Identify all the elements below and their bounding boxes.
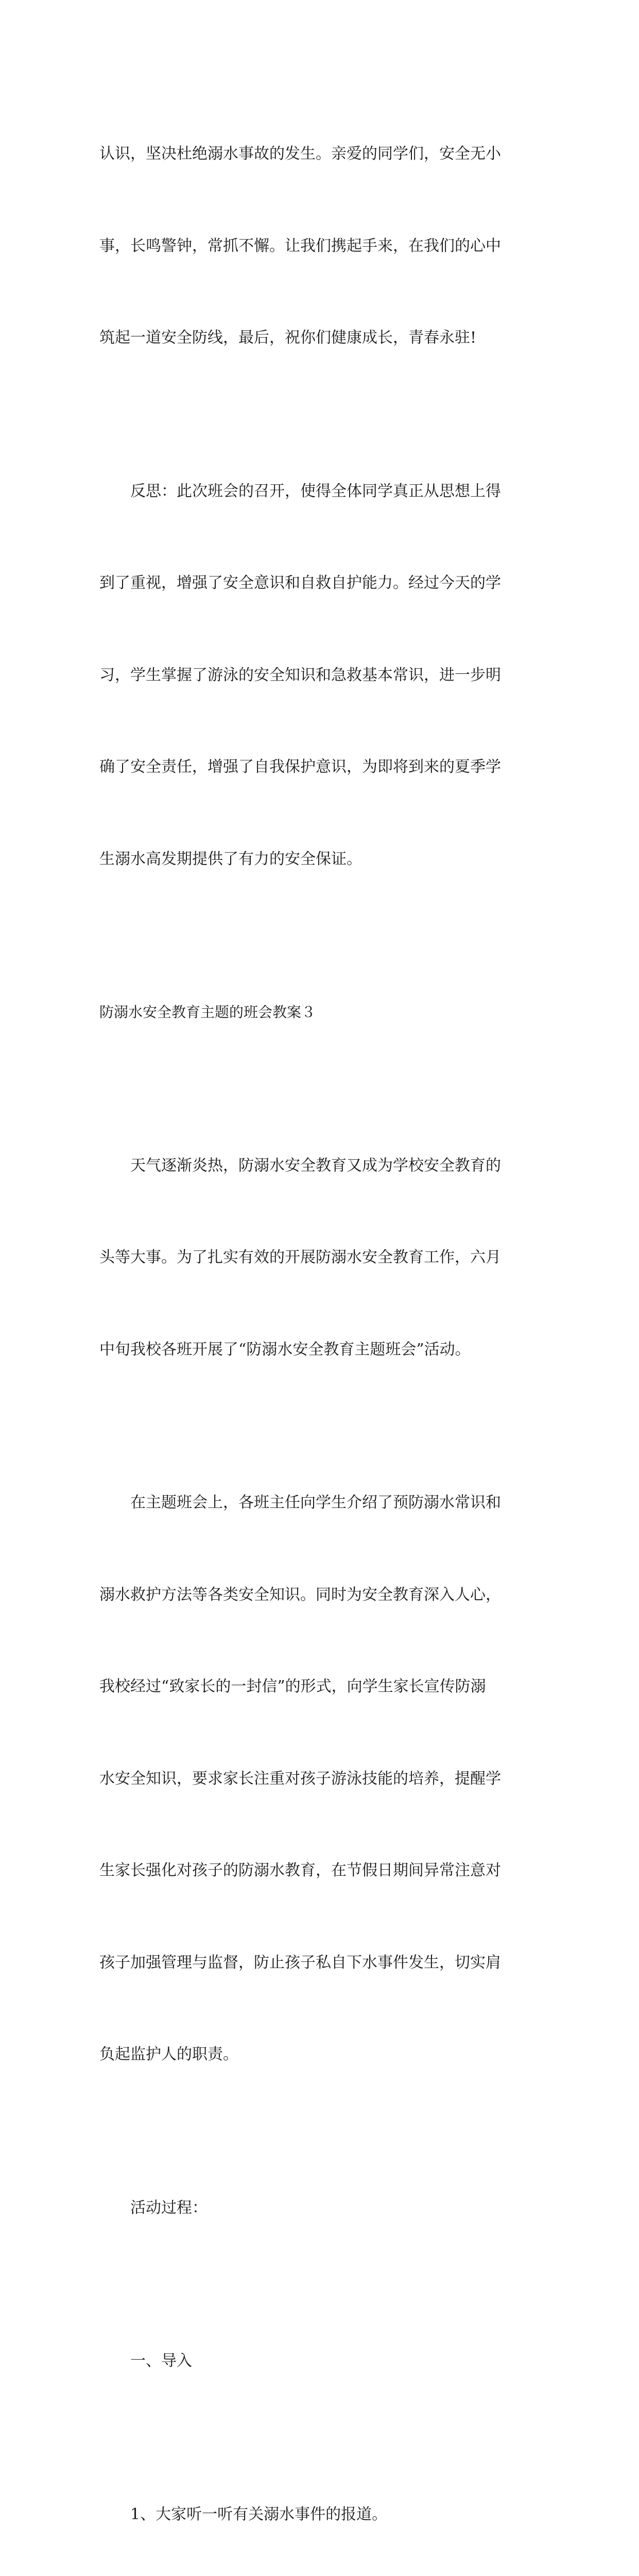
text-line: 活动过程： (99, 2193, 542, 2224)
document-page (0, 0, 639, 904)
text-line: 负起监护人的职责。 (99, 2039, 542, 2070)
text-line: 孩子加强管理与监督，防止孩子私自下水事件发生，切实肩 (99, 1947, 542, 1978)
text-line: 生家长强化对孩子的防溺水教育，在节假日期间异常注意对 (99, 1855, 542, 1886)
text-line: 筑起一道安全防线，最后，祝你们健康成长，青春永驻! (99, 323, 542, 353)
text-line: 溺水救护方法等各类安全知识。同时为安全教育深入人心， (99, 1580, 542, 1611)
text-line: 中旬我校各班开展了“防溺水安全教育主题班会”活动。 (99, 1334, 542, 1365)
text-line: 习，学生掌握了游泳的安全知识和急救基本常识，进一步明 (99, 660, 542, 691)
paragraph-class-meeting (99, 1426, 542, 2131)
text-line: 一、导入 (99, 2346, 542, 2377)
paragraph-item-one (99, 2438, 542, 2576)
text-line: 我校经过“致家长的一封信”的形式，向学生家长宣传防溺 (99, 1671, 542, 1702)
text-line: 反思：此次班会的召开，使得全体同学真正从思想上得 (99, 476, 542, 507)
text-line: 生溺水高发期提供了有力的安全保证。 (99, 844, 542, 875)
text-line: 事，长鸣警钟，常抓不懈。让我们携起手来，在我们的心中 (99, 231, 542, 262)
text-line: 确了安全责任，增强了自我保护意识，为即将到来的夏季学 (99, 752, 542, 783)
text-line: 认识，坚决杜绝溺水事故的发生。亲爱的同学们，安全无小 (99, 139, 542, 170)
section-heading (99, 936, 542, 1089)
section-title: 防溺水安全教育主题的班会教案３ (99, 997, 542, 1028)
text-line: 天气逐渐炎热，防溺水安全教育又成为学校安全教育的 (99, 1150, 542, 1181)
text-line: 1、大家听一听有关溺水事件的报道。 (99, 2499, 542, 2530)
text-line: 到了重视，增强了安全意识和自救自护能力。经过今天的学 (99, 568, 542, 599)
paragraph-section-one (99, 2284, 542, 2438)
text-line: 水安全知识，要求家长注重对孩子游泳技能的培养，提醒学 (99, 1764, 542, 1794)
text-line: 在主题班会上，各班主任向学生介绍了预防溺水常识和 (99, 1487, 542, 1518)
paragraph-reflection (99, 415, 542, 936)
paragraph-closing-remarks (99, 77, 542, 415)
text-line: 头等大事。为了扎实有效的开展防溺水安全教育工作，六月 (99, 1242, 542, 1273)
paragraph-intro (99, 1089, 542, 1427)
paragraph-activity-process (99, 2131, 542, 2285)
document-body (99, 77, 542, 2576)
